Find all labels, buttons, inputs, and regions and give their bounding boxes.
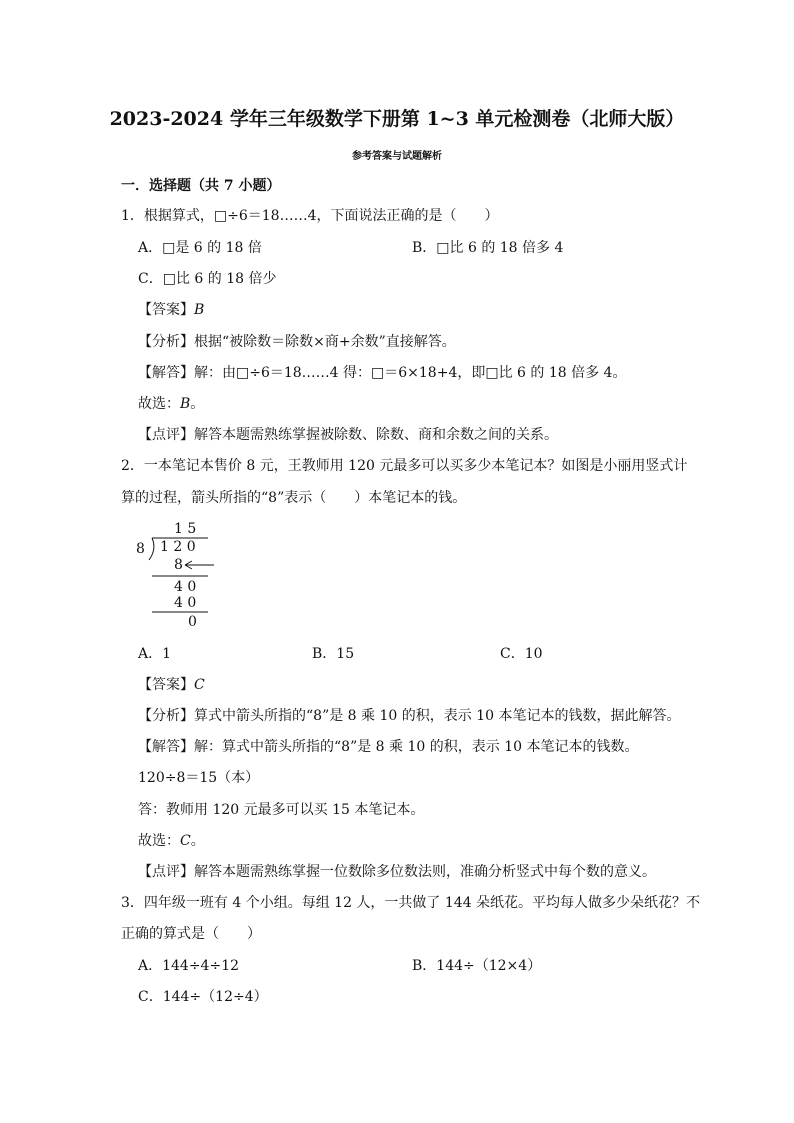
q2-calc: 120÷8＝15（本） bbox=[138, 770, 260, 786]
division-remainder: 0 bbox=[188, 614, 197, 630]
section-heading: 一．选择题（共 7 小题） bbox=[121, 178, 281, 194]
division-divisor: 8 bbox=[136, 541, 145, 557]
q1-choice bbox=[138, 395, 204, 413]
q2-option-a: A．1 bbox=[138, 646, 172, 662]
choice-suffix: 。 bbox=[190, 833, 205, 849]
answer-label: 【答案】 bbox=[138, 677, 194, 693]
answer-label: 【答案】 bbox=[138, 302, 194, 318]
q1-comment: 【点评】解答本题需熟练掌握被除数、除数、商和余数之间的关系。 bbox=[138, 427, 558, 443]
choice-prefix: 故选： bbox=[138, 833, 180, 849]
q2-option-c: C．10 bbox=[500, 646, 543, 662]
division-step-3: 4 0 bbox=[174, 595, 197, 611]
division-quotient: 1 5 bbox=[174, 521, 197, 537]
q3-option-b: B．144÷（12×4） bbox=[412, 958, 542, 974]
q2-analysis: 【分析】算式中箭头所指的“8”是 8 乘 10 的积，表示 10 本笔记本的钱数，据此解答。 bbox=[138, 708, 681, 724]
q2-solution: 【解答】解：算式中箭头所指的“8”是 8 乘 10 的积，表示 10 本笔记本的钱数。 bbox=[138, 739, 639, 755]
q2-option-b: B．15 bbox=[312, 646, 355, 662]
long-division-figure bbox=[130, 518, 230, 633]
q1-answer bbox=[138, 301, 204, 319]
q3-stem-line2: 正确的算式是（ ） bbox=[121, 926, 261, 942]
q3-stem-line1: 3．四年级一班有 4 个小组。每组 12 人，一共做了 144 朵纸花。平均每人做多少朵纸花？不 bbox=[121, 895, 701, 911]
choice-value: C bbox=[180, 833, 191, 849]
choice-suffix: 。 bbox=[190, 396, 205, 412]
answer-value: C bbox=[194, 677, 205, 693]
page-subtitle: 参考答案与试题解析 bbox=[352, 151, 442, 162]
q1-stem: 1．根据算式，□÷6＝18……4，下面说法正确的是（ ） bbox=[121, 208, 499, 224]
q2-answer bbox=[138, 676, 205, 694]
q3-option-c: C．144÷（12÷4） bbox=[138, 989, 268, 1005]
division-step-2: 4 0 bbox=[174, 579, 197, 595]
q2-stem-line2: 算的过程，箭头所指的“8”表示（ ）本笔记本的钱。 bbox=[121, 490, 467, 506]
division-step-1: 8 bbox=[174, 557, 183, 573]
q1-option-b: B．□比 6 的 18 倍多 4 bbox=[412, 240, 564, 256]
q1-analysis: 【分析】根据“被除数＝除数×商+余数”直接解答。 bbox=[138, 334, 456, 350]
q2-reply: 答：教师用 120 元最多可以买 15 本笔记本。 bbox=[138, 802, 425, 818]
division-bracket bbox=[149, 538, 154, 560]
choice-value: B bbox=[180, 396, 191, 412]
q2-choice bbox=[138, 832, 205, 850]
q2-stem-line1: 2．一本笔记本售价 8 元，王教师用 120 元最多可以买多少本笔记本？如图是小丽用竖式计 bbox=[121, 458, 688, 474]
q3-option-a: A．144÷4÷12 bbox=[138, 958, 240, 974]
q1-option-a: A．□是 6 的 18 倍 bbox=[138, 240, 262, 256]
answer-value: B bbox=[194, 302, 205, 318]
division-dividend: 1 2 0 bbox=[160, 539, 196, 555]
q2-comment: 【点评】解答本题需熟练掌握一位数除多位数法则，准确分析竖式中每个数的意义。 bbox=[138, 864, 656, 880]
choice-prefix: 故选： bbox=[138, 396, 180, 412]
page-title: 2023-2024 学年三年级数学下册第 1~3 单元检测卷（北师大版） bbox=[109, 108, 685, 130]
q1-solution: 【解答】解：由□÷6＝18……4 得：□＝6×18+4，即□比 6 的 18 倍多 4。 bbox=[138, 365, 627, 381]
q1-option-c: C．□比 6 的 18 倍少 bbox=[138, 271, 277, 287]
